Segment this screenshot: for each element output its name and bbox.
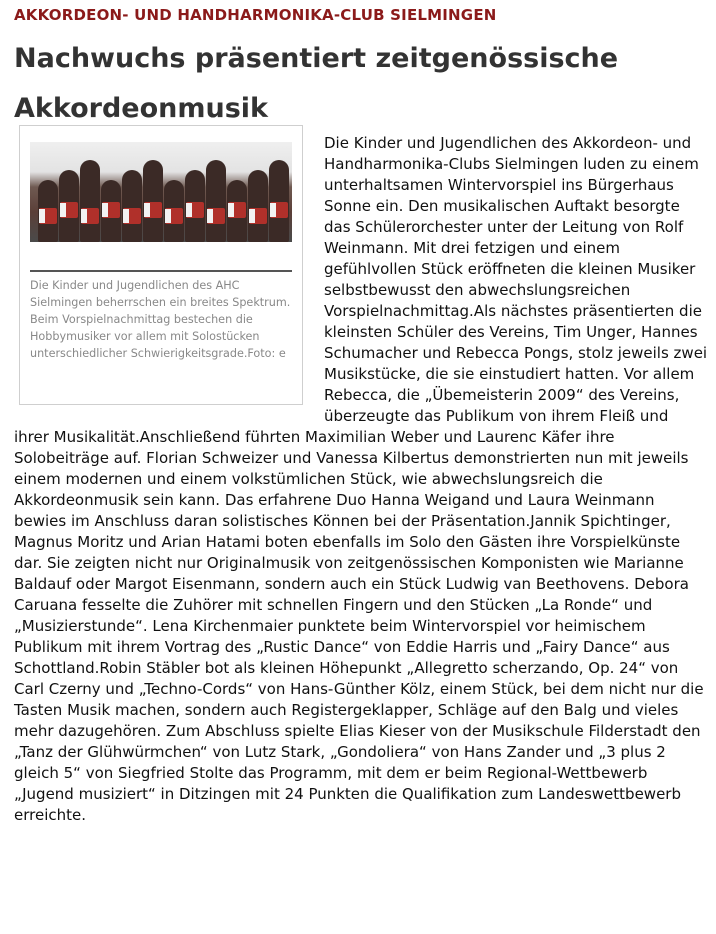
image-float-spacer [14, 133, 324, 407]
article-body [14, 133, 708, 826]
article-title: Nachwuchs präsentiert zeitgenössische Akkordeonmusik [14, 43, 619, 124]
photo-caption: Die Kinder und Jugendlichen des AHC Sielmingen beherrschen ein breites Spektrum. Beim Vorspielnachmittag bestechen die Hobbymusiker vor allem mit Solostücken unterschiedlicher Schwierigkeitsgrade.Foto: e [30, 279, 291, 360]
article-body-text: Die Kinder und Jugendlichen des Akkordeon- und Handharmonika-Clubs Sielmingen luden zu einem unterhaltsamen Wintervorspiel ins Bürgerhaus Sonne ein. Den musikalischen Auftakt besorgte das Schülerorchester unter der Leitung von Rolf Weinmann. Mit drei fetzigen und einem gefühlvollen Stück eröffneten die kleinen Musiker selbstbewusst den abwechslungsreichen Vorspielnachmittag.Als nächstes präsentierten die kleinsten Schüler des Vereins, Tim Unger, Hannes Schumacher und Rebecca Pongs, stolz jeweils zwei Musikstücke, die sie einstudiert hatten. Vor allem Rebecca, die „Übemeisterin 2009“ des Vereins, überzeugte das Publikum von ihrem Fleiß und ihrer Musikalität.Anschließend führten Maximilian Weber und Laurenc Käfer ihre Solobeiträge auf. Florian Schweizer und Vanessa Kilbertus demonstrierten nun mit jeweils einem modernen und einem volkstümlichen Stück, wie abwechslungsreich die Akkordeonmusik sein kann. Das erfahrene Duo Hanna Weigand und Laura Weinmann bewies im Anschluss daran solistisches Können bei der Präsentation.Jannik Spichtinger, Magnus Moritz und Arian Hatami boten ebenfalls im Solo den Gästen ihre Vorspielkünste dar. Sie zeigten nicht nur Originalmusik von zeitgenössischen Komponisten wie Marianne Baldauf oder Margot Eisenmann, sondern auch ein Stück Ludwig van Beethovens. Debora Caruana fesselte die Zuhörer mit schnellen Fingern und den Stücken „La Ronde“ und „Musizierstunde“. Lena Kirchenmaier punktete beim Wintervorspiel vor heimischem Publikum mit ihrem Vortrag des „Rustic Dance“ von Eddie Harris und „Fairy Dance“ aus Schottland.Robin Stäbler bot als kleinen Höhepunkt „Allegretto scherzando, Op. 24“ von Carl Czerny und „Techno-Cords“ von Hans-Günther Kölz, einem Stück, bei dem nicht nur die Tasten Musik machen, sondern auch Registergeklapper, Schläge auf den Balg und vieles mehr dazugehören. Zum Abschluss spielte Elias Kieser von der Musikschule Filderstadt den „Tanz der Glühwürmchen“ von Lutz Stark, „Gondoliera“ von Hans Zander und „3 plus 2 gleich 5“ von Siegfried Stolte das Programm, mit dem er beim Regional-Wettbewerb „Jugend musiziert“ in Ditzingen mit 24 Punkten die Qualifikation zum Landeswettbewerb erreichte. [14, 134, 708, 824]
club-name: AKKORDEON- UND HANDHARMONIKA-CLUB SIELMINGEN [14, 6, 497, 24]
